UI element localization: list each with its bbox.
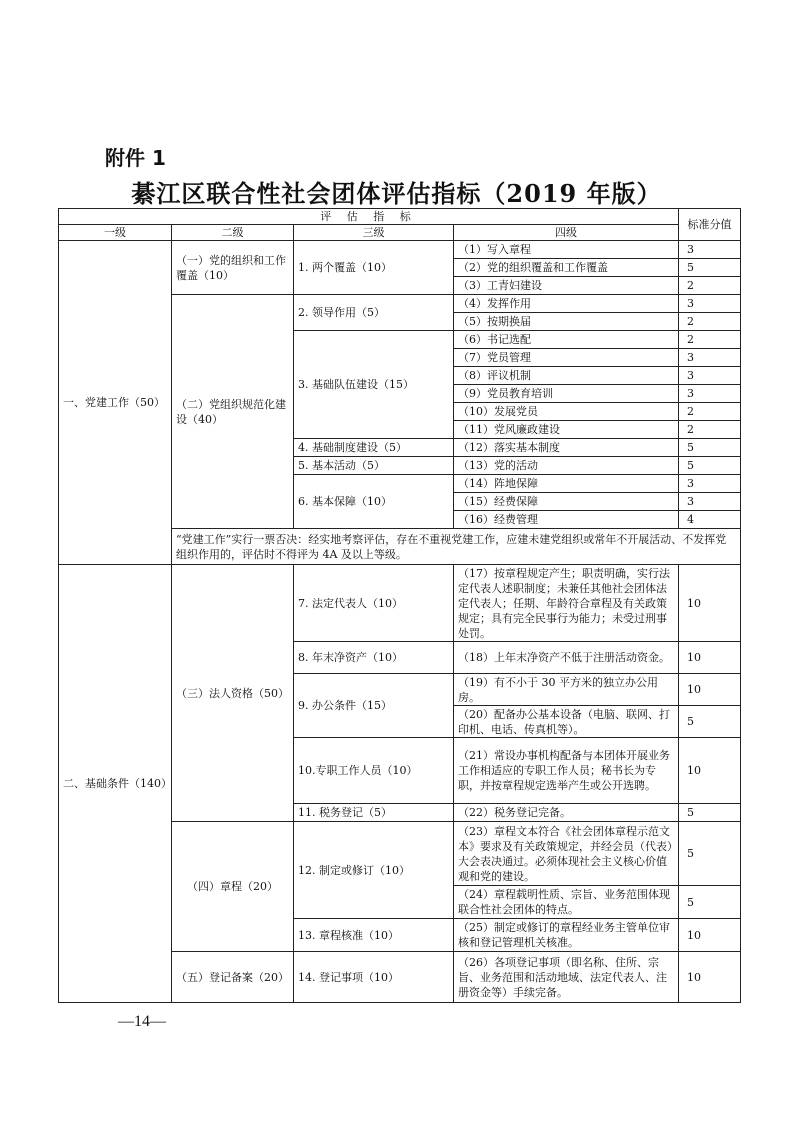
level4-cell: （13）党的活动: [454, 457, 679, 475]
score-cell: 3: [679, 349, 741, 367]
header-col4: 四级: [454, 225, 679, 241]
level4-cell: （20）配备办公基本设备（电脑、联网、打印机、电话、传真机等）。: [454, 706, 679, 738]
level4-cell: （22）税务登记完备。: [454, 804, 679, 822]
page-number: —14—: [118, 1013, 166, 1030]
score-cell: 3: [679, 475, 741, 493]
level2-cell: （三）法人资格（50）: [172, 565, 294, 822]
score-cell: 5: [679, 259, 741, 277]
level1-cell: 一、党建工作（50）: [59, 241, 172, 565]
level4-cell: （18）上年末净资产不低于注册活动资金。: [454, 642, 679, 674]
level4-cell: （9）党员教育培训: [454, 385, 679, 403]
level3-cell: 2. 领导作用（5）: [294, 295, 454, 331]
level3-cell: 6. 基本保障（10）: [294, 475, 454, 529]
level4-cell: （2）党的组织覆盖和工作覆盖: [454, 259, 679, 277]
level4-cell: （10）发展党员: [454, 403, 679, 421]
level2-cell: （五）登记备案（20）: [172, 952, 294, 1003]
level4-cell: （26）各项登记事项（即名称、住所、宗旨、业务范围和活动地域、法定代表人、注册资金等）手续完备。: [454, 952, 679, 1003]
score-cell: 3: [679, 493, 741, 511]
score-cell: 10: [679, 642, 741, 674]
level4-cell: （15）经费保障: [454, 493, 679, 511]
level4-cell: （19）有不小于 30 平方米的独立办公用房。: [454, 674, 679, 706]
attachment-label: 附件 1: [105, 146, 166, 170]
score-cell: 5: [679, 804, 741, 822]
document-title: 綦江区联合性社会团体评估指标（2019 年版）: [131, 179, 662, 208]
level1-cell: 二、基础条件（140）: [59, 565, 172, 1003]
header-col3: 三级: [294, 225, 454, 241]
level4-cell: （3）工青妇建设: [454, 277, 679, 295]
party-building-note: “党建工作”实行一票否决：经实地考察评估，存在不重视党建工作，应建未建党组织或常年不开展活动、不发挥党组织作用的，评估时不得评为 4A 及以上等级。: [172, 529, 741, 565]
score-cell: 3: [679, 367, 741, 385]
level4-cell: （17）按章程规定产生；职责明确，实行法定代表人述职制度；未兼任其他社会团体法定代表人；任期、年龄符合章程及有关政策规定；具有完全民事行为能力；未受过刑事处罚。: [454, 565, 679, 642]
level3-cell: 14. 登记事项（10）: [294, 952, 454, 1003]
level3-cell: 7. 法定代表人（10）: [294, 565, 454, 642]
score-cell: 10: [679, 738, 741, 804]
level4-cell: （5）按期换届: [454, 313, 679, 331]
level3-cell: 3. 基础队伍建设（15）: [294, 331, 454, 439]
level4-cell: （7）党员管理: [454, 349, 679, 367]
level2-cell: （二）党组织规范化建设（40）: [172, 295, 294, 529]
level4-cell: （6）书记选配: [454, 331, 679, 349]
level3-cell: 10.专职工作人员（10）: [294, 738, 454, 804]
level3-cell: 5. 基本活动（5）: [294, 457, 454, 475]
score-cell: 2: [679, 421, 741, 439]
level4-cell: （16）经费管理: [454, 511, 679, 529]
score-cell: 4: [679, 511, 741, 529]
header-group: 评 估 指 标: [59, 209, 679, 225]
level3-cell: 12. 制定或修订（10）: [294, 822, 454, 919]
score-cell: 3: [679, 385, 741, 403]
score-cell: 5: [679, 457, 741, 475]
level4-cell: （8）评议机制: [454, 367, 679, 385]
level2-cell: （四）章程（20）: [172, 822, 294, 952]
table-row: [59, 241, 741, 259]
evaluation-table: [58, 208, 741, 1003]
score-cell: 5: [679, 886, 741, 919]
score-cell: 2: [679, 403, 741, 421]
score-cell: 10: [679, 952, 741, 1003]
score-cell: 5: [679, 822, 741, 886]
table-row: [59, 565, 741, 642]
score-cell: 2: [679, 313, 741, 331]
level4-cell: （25）制定或修订的章程经业务主管单位审核和登记管理机关核准。: [454, 919, 679, 952]
header-score: 标准分值: [679, 209, 741, 241]
level3-cell: 11. 税务登记（5）: [294, 804, 454, 822]
header-col2: 二级: [172, 225, 294, 241]
score-cell: 2: [679, 277, 741, 295]
score-cell: 10: [679, 674, 741, 706]
level4-cell: （24）章程载明性质、宗旨、业务范围体现联合性社会团体的特点。: [454, 886, 679, 919]
level2-cell: （一）党的组织和工作覆盖（10）: [172, 241, 294, 295]
level4-cell: （4）发挥作用: [454, 295, 679, 313]
score-cell: 3: [679, 241, 741, 259]
level4-cell: （11）党风廉政建设: [454, 421, 679, 439]
level4-cell: （1）写入章程: [454, 241, 679, 259]
level4-cell: （23）章程文本符合《社会团体章程示范文本》要求及有关政策规定，并经会员（代表）大会表决通过。必须体现社会主义核心价值观和党的建设。: [454, 822, 679, 886]
score-cell: 2: [679, 331, 741, 349]
score-cell: 3: [679, 295, 741, 313]
score-cell: 5: [679, 439, 741, 457]
level3-cell: 8. 年末净资产（10）: [294, 642, 454, 674]
score-cell: 10: [679, 919, 741, 952]
header-col1: 一级: [59, 225, 172, 241]
score-cell: 5: [679, 706, 741, 738]
level3-cell: 1. 两个覆盖（10）: [294, 241, 454, 295]
header-row: [59, 209, 741, 225]
level4-cell: （12）落实基本制度: [454, 439, 679, 457]
level3-cell: 4. 基础制度建设（5）: [294, 439, 454, 457]
level4-cell: （21）常设办事机构配备与本团体开展业务工作相适应的专职工作人员；秘书长为专职，并按章程规定选举产生或公开选聘。: [454, 738, 679, 804]
score-cell: 10: [679, 565, 741, 642]
level3-cell: 13. 章程核准（10）: [294, 919, 454, 952]
header-row: [59, 225, 741, 241]
level3-cell: 9. 办公条件（15）: [294, 674, 454, 738]
level4-cell: （14）阵地保障: [454, 475, 679, 493]
